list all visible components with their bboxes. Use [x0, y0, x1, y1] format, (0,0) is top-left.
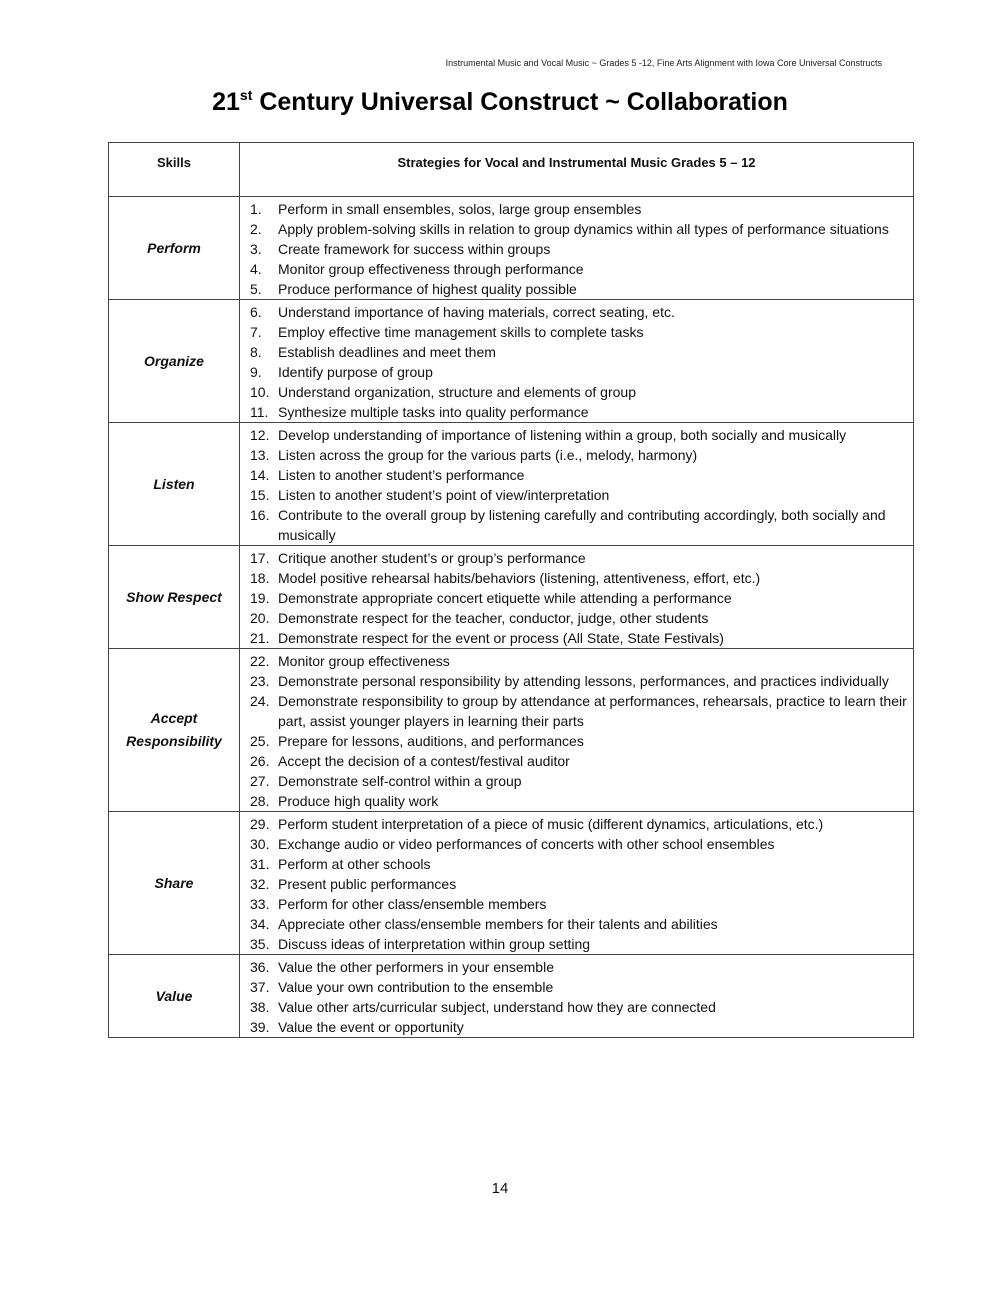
list-item: [246, 691, 907, 731]
strategy-list: [246, 199, 907, 299]
item-text: Value other arts/curricular subject, understand how they are connected: [278, 999, 716, 1015]
item-text: Understand organization, structure and elements of group: [278, 384, 636, 400]
item-number: 10.: [250, 384, 270, 400]
list-item: [246, 997, 907, 1017]
item-number: 23.: [250, 673, 270, 689]
item-number: 27.: [250, 773, 270, 789]
skill-name: Listen: [109, 423, 240, 546]
strategy-list: [246, 548, 907, 648]
item-number: 13.: [250, 447, 270, 463]
list-item: [246, 671, 907, 691]
item-text: Value the other performers in your ensemble: [278, 959, 554, 975]
list-item: [246, 608, 907, 628]
table-row: [109, 423, 914, 546]
item-text: Demonstrate personal responsibility by attending lessons, performances, and practices individually: [278, 673, 889, 689]
item-text: Listen across the group for the various parts (i.e., melody, harmony): [278, 447, 698, 463]
item-text: Perform student interpretation of a piece of music (different dynamics, articulations, etc.): [278, 816, 824, 832]
skill-name: Show Respect: [109, 546, 240, 649]
list-item: [246, 934, 907, 954]
item-text: Demonstrate responsibility to group by attendance at performances, rehearsals, practice to learn their part, assist younger players in learning their parts: [278, 693, 907, 729]
list-item: [246, 485, 907, 505]
item-number: 39.: [250, 1019, 270, 1035]
item-text: Appreciate other class/ensemble members for their talents and abilities: [278, 916, 718, 932]
list-item: [246, 402, 907, 422]
item-text: Understand importance of having materials, correct seating, etc.: [278, 304, 675, 320]
item-number: 1.: [250, 201, 262, 217]
item-number: 12.: [250, 427, 270, 443]
item-number: 26.: [250, 753, 270, 769]
item-text: Perform for other class/ensemble members: [278, 896, 547, 912]
item-text: Perform in small ensembles, solos, large group ensembles: [278, 201, 642, 217]
list-item: [246, 279, 907, 299]
item-number: 15.: [250, 487, 270, 503]
list-item: [246, 425, 907, 445]
item-text: Create framework for success within groups: [278, 241, 551, 257]
item-text: Value the event or opportunity: [278, 1019, 464, 1035]
title-main: Century Universal Construct ~ Collaboration: [252, 88, 788, 116]
page-title: [0, 88, 1000, 117]
item-number: 20.: [250, 610, 270, 626]
item-text: Listen to another student’s point of view/interpretation: [278, 487, 610, 503]
item-number: 28.: [250, 793, 270, 809]
item-text: Produce high quality work: [278, 793, 439, 809]
table-row: [109, 300, 914, 423]
title-superscript: st: [239, 87, 253, 103]
strategies-cell: [240, 423, 914, 546]
item-number: 8.: [250, 344, 262, 360]
item-text: Demonstrate respect for the event or process (All State, State Festivals): [278, 630, 724, 646]
list-item: [246, 791, 907, 811]
item-number: 31.: [250, 856, 270, 872]
item-number: 2.: [250, 221, 262, 237]
strategies-cell: [240, 300, 914, 423]
item-number: 25.: [250, 733, 270, 749]
item-text: Model positive rehearsal habits/behaviors (listening, attentiveness, effort, etc.): [278, 570, 761, 586]
list-item: [246, 977, 907, 997]
item-number: 22.: [250, 653, 270, 669]
table-header-row: [109, 143, 914, 197]
list-item: [246, 568, 907, 588]
table-body: [109, 197, 914, 1038]
list-item: [246, 771, 907, 791]
item-number: 14.: [250, 467, 270, 483]
item-number: 35.: [250, 936, 270, 952]
list-item: [246, 322, 907, 342]
strategy-list: [246, 302, 907, 422]
item-text: Exchange audio or video performances of concerts with other school ensembles: [278, 836, 775, 852]
list-item: [246, 342, 907, 362]
item-text: Value your own contribution to the ensemble: [278, 979, 554, 995]
item-number: 37.: [250, 979, 270, 995]
list-item: [246, 362, 907, 382]
list-item: [246, 505, 907, 545]
item-text: Perform at other schools: [278, 856, 431, 872]
list-item: [246, 199, 907, 219]
strategies-cell: [240, 546, 914, 649]
list-item: [246, 445, 907, 465]
item-text: Employ effective time management skills to complete tasks: [278, 324, 644, 340]
item-text: Produce performance of highest quality possible: [278, 281, 577, 297]
strategy-list: [246, 957, 907, 1037]
skill-name: Value: [109, 955, 240, 1038]
item-number: 21.: [250, 630, 270, 646]
item-text: Demonstrate appropriate concert etiquette while attending a performance: [278, 590, 732, 606]
page-number: 14: [491, 1180, 509, 1197]
table-row: [109, 812, 914, 955]
list-item: [246, 651, 907, 671]
list-item: [246, 874, 907, 894]
strategy-list: [246, 425, 907, 545]
item-number: 16.: [250, 507, 270, 523]
item-number: 36.: [250, 959, 270, 975]
item-number: 24.: [250, 693, 270, 709]
list-item: [246, 259, 907, 279]
table-row: [109, 546, 914, 649]
running-header: Instrumental Music and Vocal Music ~ Grades 5 -12, Fine Arts Alignment with Iowa Core Universal Constructs: [445, 58, 882, 68]
item-text: Critique another student’s or group’s performance: [278, 550, 586, 566]
list-item: [246, 465, 907, 485]
strategies-column-header: Strategies for Vocal and Instrumental Music Grades 5 – 12: [240, 143, 914, 197]
strategies-cell: [240, 649, 914, 812]
title-prefix: 21: [212, 88, 240, 116]
item-text: Monitor group effectiveness: [278, 653, 450, 669]
strategy-list: [246, 814, 907, 954]
list-item: [246, 731, 907, 751]
item-text: Contribute to the overall group by listening carefully and contributing accordingly, both socially and musically: [278, 507, 886, 543]
list-item: [246, 1017, 907, 1037]
item-text: Develop understanding of importance of listening within a group, both socially and musically: [278, 427, 847, 443]
item-number: 34.: [250, 916, 270, 932]
list-item: [246, 588, 907, 608]
item-text: Present public performances: [278, 876, 457, 892]
list-item: [246, 382, 907, 402]
strategies-cell: [240, 812, 914, 955]
item-text: Apply problem-solving skills in relation to group dynamics within all types of performance situations: [278, 221, 889, 237]
list-item: [246, 302, 907, 322]
item-number: 5.: [250, 281, 262, 297]
list-item: [246, 834, 907, 854]
item-number: 3.: [250, 241, 262, 257]
item-number: 4.: [250, 261, 262, 277]
item-number: 11.: [250, 404, 269, 420]
skill-name: Accept Responsibility: [109, 649, 240, 812]
skill-name: Share: [109, 812, 240, 955]
strategies-cell: [240, 955, 914, 1038]
skill-name: Organize: [109, 300, 240, 423]
strategy-list: [246, 651, 907, 811]
list-item: [246, 957, 907, 977]
item-number: 9.: [250, 364, 262, 380]
item-number: 38.: [250, 999, 270, 1015]
item-number: 33.: [250, 896, 270, 912]
table-row: [109, 197, 914, 300]
item-number: 29.: [250, 816, 270, 832]
item-text: Establish deadlines and meet them: [278, 344, 496, 360]
item-number: 6.: [250, 304, 262, 320]
table-row: [109, 955, 914, 1038]
strategies-cell: [240, 197, 914, 300]
item-text: Synthesize multiple tasks into quality performance: [278, 404, 589, 420]
list-item: [246, 854, 907, 874]
item-text: Monitor group effectiveness through performance: [278, 261, 584, 277]
skills-column-header: Skills: [109, 143, 240, 197]
list-item: [246, 751, 907, 771]
list-item: [246, 548, 907, 568]
item-number: 19.: [250, 590, 270, 606]
item-number: 18.: [250, 570, 270, 586]
list-item: [246, 914, 907, 934]
skill-name: Perform: [109, 197, 240, 300]
item-text: Accept the decision of a contest/festival auditor: [278, 753, 570, 769]
list-item: [246, 894, 907, 914]
skills-strategies-table: [108, 142, 914, 1038]
item-number: 17.: [250, 550, 270, 566]
table-row: [109, 649, 914, 812]
item-text: Demonstrate respect for the teacher, conductor, judge, other students: [278, 610, 709, 626]
item-text: Demonstrate self-control within a group: [278, 773, 522, 789]
item-number: 30.: [250, 836, 270, 852]
item-number: 7.: [250, 324, 262, 340]
item-number: 32.: [250, 876, 270, 892]
list-item: [246, 219, 907, 239]
item-text: Discuss ideas of interpretation within group setting: [278, 936, 591, 952]
item-text: Prepare for lessons, auditions, and performances: [278, 733, 584, 749]
list-item: [246, 239, 907, 259]
list-item: [246, 814, 907, 834]
item-text: Listen to another student’s performance: [278, 467, 525, 483]
list-item: [246, 628, 907, 648]
item-text: Identify purpose of group: [278, 364, 433, 380]
